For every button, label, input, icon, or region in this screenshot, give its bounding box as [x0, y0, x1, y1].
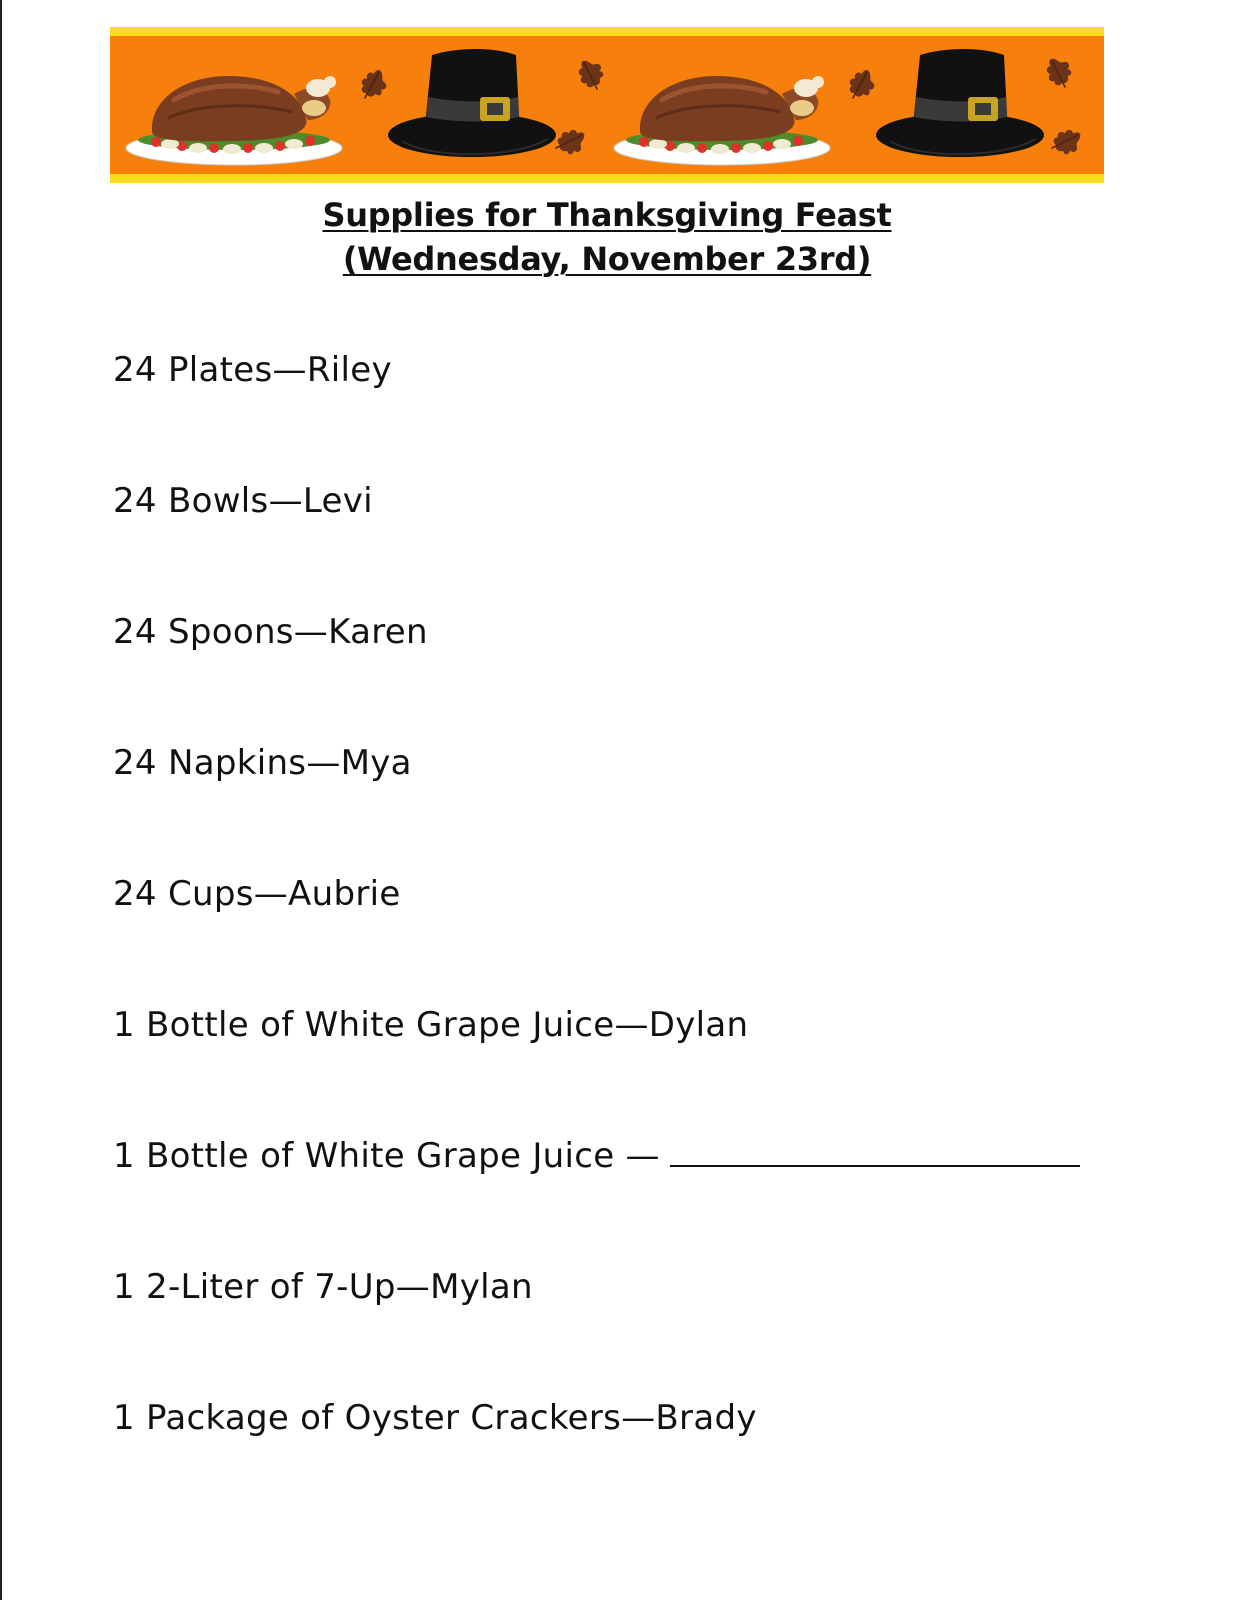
- page-edge-line: [0, 0, 2, 1600]
- supply-item-text: 1 2-Liter of 7-Up—Mylan: [113, 1267, 533, 1307]
- supply-item-text: 24 Cups—Aubrie: [113, 874, 401, 914]
- supply-item-plates: [113, 346, 1113, 477]
- supply-item-text: 24 Plates—Riley: [113, 350, 392, 390]
- supply-item-text: 1 Bottle of White Grape Juice —: [113, 1136, 660, 1176]
- title-line-2: (Wednesday, November 23rd): [342, 240, 872, 278]
- signup-blank-line[interactable]: [670, 1135, 1080, 1167]
- supply-item-bowls: [113, 477, 1113, 608]
- supply-item-text: 24 Napkins—Mya: [113, 743, 412, 783]
- supply-item-cups: [113, 870, 1113, 1001]
- supply-item-7up: [113, 1263, 1113, 1394]
- supply-list: [113, 346, 1113, 1525]
- supply-item-spoons: [113, 608, 1113, 739]
- supply-item-text: 24 Spoons—Karen: [113, 612, 428, 652]
- supply-item-text: 1 Package of Oyster Crackers—Brady: [113, 1398, 757, 1438]
- supply-item-text: 24 Bowls—Levi: [113, 481, 373, 521]
- title-line-1: Supplies for Thanksgiving Feast: [322, 196, 892, 234]
- page-title: [110, 193, 1104, 281]
- supply-item-grape-juice-1: [113, 1001, 1113, 1132]
- supply-item-text: 1 Bottle of White Grape Juice—Dylan: [113, 1005, 749, 1045]
- supply-item-grape-juice-2: [113, 1132, 1113, 1263]
- supply-item-oyster-crackers: [113, 1394, 1113, 1525]
- supply-item-napkins: [113, 739, 1113, 870]
- thanksgiving-banner: [110, 27, 1104, 183]
